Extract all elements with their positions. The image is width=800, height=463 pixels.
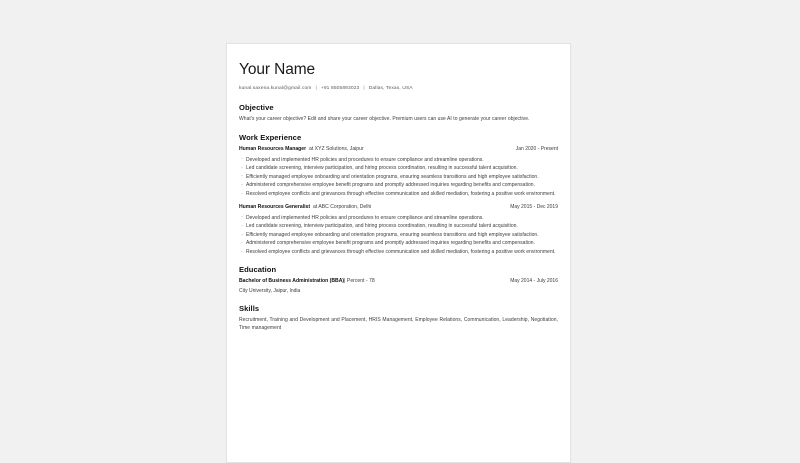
degree-separator: | — [344, 278, 346, 285]
section-skills — [239, 304, 558, 333]
education-institution: City University, Jaipur, India — [239, 287, 301, 294]
contact-line — [239, 86, 558, 92]
job-bullet: · Administered comprehensive employee benefit programs and promptly addressed inquiries regarding benefits and compensation. — [239, 239, 558, 247]
education-date-range: May 2014 - July 2016 — [510, 278, 558, 285]
entry-header — [239, 278, 558, 285]
job-title: Human Resources Manager — [239, 145, 307, 152]
job-bullet: · Administered comprehensive employee benefit programs and promptly addressed inquiries regarding benefits and compensation. — [239, 181, 558, 189]
objective-text[interactable]: What's your career objective? Edit and share your career objective. Premium users can use AI to generate your career objective. — [239, 116, 530, 123]
contact-separator: | — [315, 85, 317, 91]
section-education — [239, 265, 558, 295]
work-experience-entry[interactable] — [239, 204, 558, 256]
contact-separator: | — [363, 85, 365, 91]
job-bullet: · Developed and implemented HR policies and procedures to ensure compliance and streamline operations. — [239, 214, 558, 222]
job-organization: at ABC Corporation, Delhi — [312, 204, 372, 211]
job-bullet-list — [239, 156, 558, 198]
job-bullet: · Led candidate screening, interview participation, and hiring process coordination, resulting in successful talent acquisition. — [239, 164, 558, 172]
entry-header-left — [239, 146, 364, 153]
section-heading-work-experience: Work Experience — [239, 132, 302, 142]
section-heading-skills: Skills — [239, 304, 260, 314]
section-heading-education: Education — [239, 265, 277, 275]
contact-email[interactable]: kunal.saxena.kunal@gmail.com — [239, 85, 312, 91]
page-title: Your Name — [239, 61, 316, 78]
job-bullet: · Led candidate screening, interview participation, and hiring process coordination, resulting in successful talent acquisition. — [239, 222, 558, 230]
job-date-range: Jan 2020 - Present — [515, 145, 558, 152]
entry-header — [239, 204, 558, 211]
job-bullet: · Developed and implemented HR policies and procedures to ensure compliance and streamline operations. — [239, 156, 558, 164]
job-title: Human Resources Generalist — [239, 204, 311, 211]
job-bullet-list — [239, 214, 558, 256]
degree-name: Bachelor of Business Administration (BBA) — [239, 278, 345, 285]
job-bullet: · Resolved employee conflicts and grievances through effective communication and skilled mediation, fostering a positive work environment. — [239, 190, 558, 198]
contact-phone[interactable]: +91 8505893023 — [320, 85, 360, 91]
section-heading-objective: Objective — [239, 103, 274, 113]
degree-score: Percent - 78 — [346, 278, 375, 285]
job-date-range: May 2015 - Dec 2019 — [510, 204, 558, 211]
resume-document-page — [226, 43, 571, 463]
entry-header-left — [239, 278, 375, 285]
entry-header-left — [239, 204, 371, 211]
education-entry[interactable] — [239, 278, 558, 295]
job-organization: at XYZ Solutions, Jaipur — [309, 145, 364, 152]
entry-header — [239, 146, 558, 153]
contact-location: Dallas, Texas, USA — [368, 85, 413, 91]
job-bullet: · Efficiently managed employee onboarding and orientation programs, ensuring seamless transitions and high employee satisfaction. — [239, 173, 558, 181]
job-bullet: · Efficiently managed employee onboarding and orientation programs, ensuring seamless transitions and high employee satisfaction. — [239, 231, 558, 239]
section-work-experience — [239, 133, 558, 256]
work-experience-entry[interactable] — [239, 146, 558, 198]
job-bullet: · Resolved employee conflicts and grievances through effective communication and skilled mediation, fostering a positive work environment. — [239, 248, 558, 256]
skills-text[interactable]: Recruitment, Training and Development and Placement, HRIS Management, Employee Relations, Communication, Leadership, Negotiation, Time management — [239, 317, 558, 331]
section-objective — [239, 103, 558, 124]
